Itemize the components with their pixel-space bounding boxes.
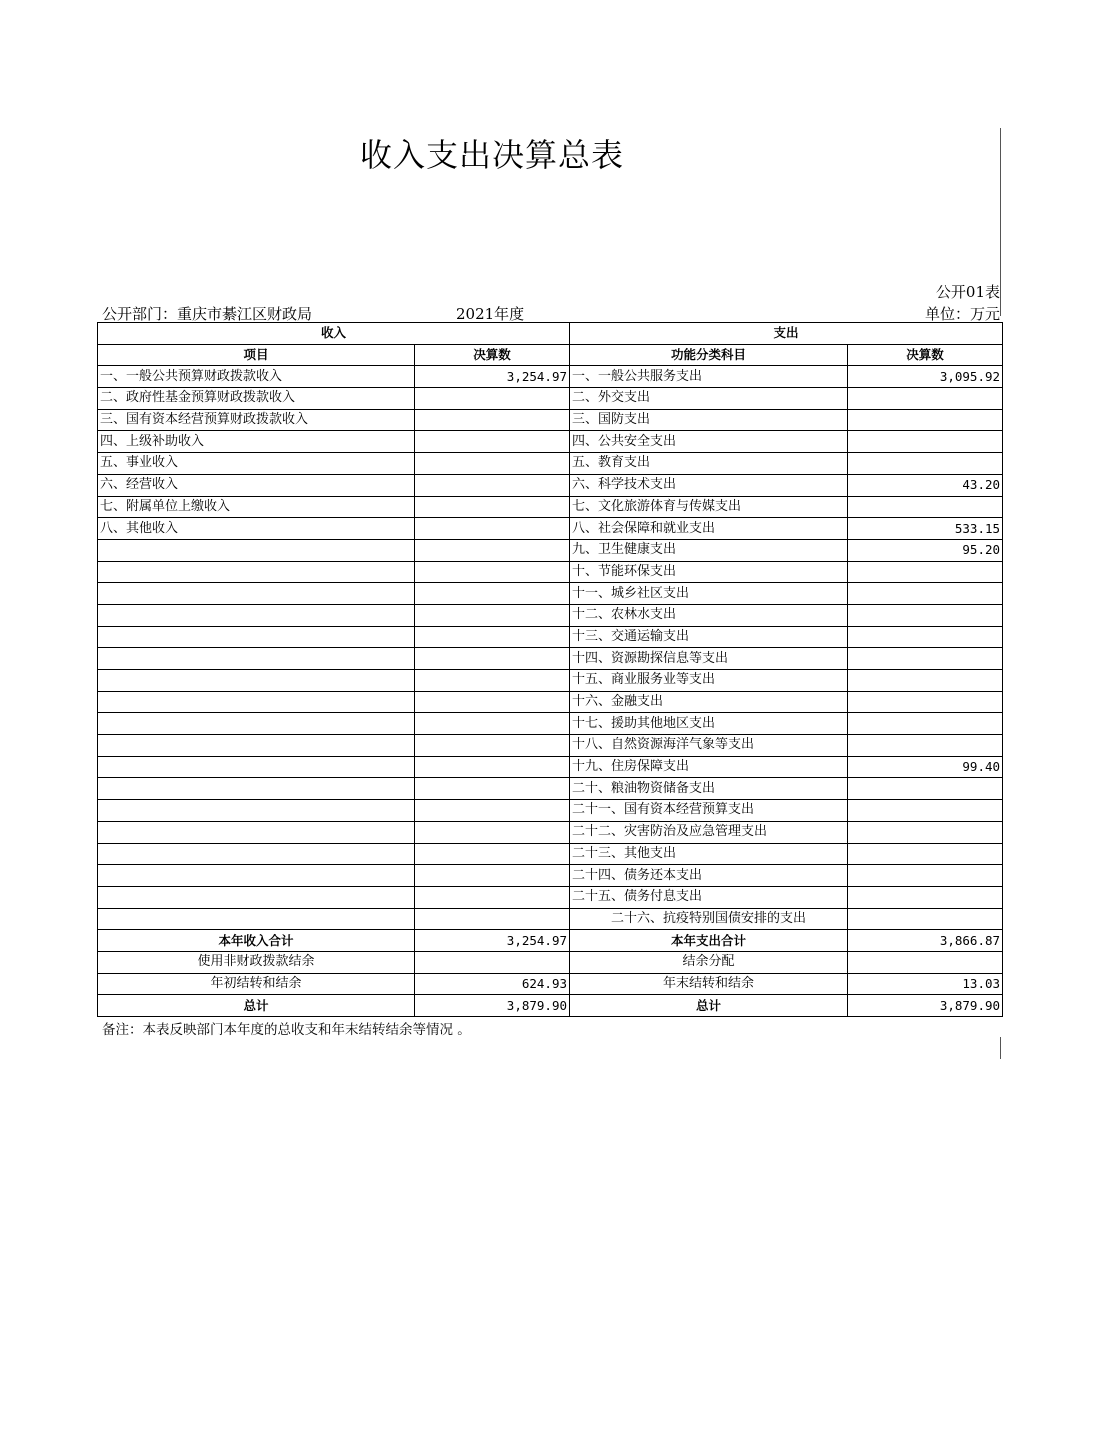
- income-item-cell: [98, 778, 415, 800]
- summary-row: [98, 973, 1003, 995]
- summary-income-amount: 3,879.90: [415, 995, 570, 1017]
- table-row: [98, 518, 1003, 540]
- expense-amount-cell: [848, 453, 1003, 475]
- table-body: [98, 366, 1003, 1017]
- table-row: [98, 539, 1003, 561]
- summary-row: [98, 951, 1003, 973]
- table-row: [98, 735, 1003, 757]
- table-row: [98, 583, 1003, 605]
- income-amount-cell: [415, 626, 570, 648]
- expense-item-cell: 二十六、抗疫特别国债安排的支出: [570, 908, 848, 930]
- year-label: 2021年度: [456, 305, 525, 323]
- expense-item-cell: 二十、粮油物资储备支出: [570, 778, 848, 800]
- income-item-cell: 二、政府性基金预算财政拨款收入: [98, 388, 415, 410]
- expense-item-cell: 十六、金融支出: [570, 691, 848, 713]
- expense-item-cell: 十一、城乡社区支出: [570, 583, 848, 605]
- summary-income-label: 使用非财政拨款结余: [98, 951, 415, 973]
- expense-amount-cell: 95.20: [848, 539, 1003, 561]
- income-item-cell: 七、附属单位上缴收入: [98, 496, 415, 518]
- income-amount-cell: [415, 886, 570, 908]
- income-item-cell: 三、国有资本经营预算财政拨款收入: [98, 409, 415, 431]
- table-row: [98, 409, 1003, 431]
- income-item-cell: [98, 800, 415, 822]
- footnote: 备注：本表反映部门本年度的总收支和年末结转结余等情况 。: [102, 1022, 471, 1038]
- income-amount-cell: [415, 756, 570, 778]
- expense-item-cell: 十、节能环保支出: [570, 561, 848, 583]
- income-amount-cell: [415, 670, 570, 692]
- income-item-cell: [98, 670, 415, 692]
- expense-item-cell: 七、文化旅游体育与传媒支出: [570, 496, 848, 518]
- income-item-cell: [98, 648, 415, 670]
- income-amount-cell: [415, 453, 570, 475]
- summary-expense-amount: 13.03: [848, 973, 1003, 995]
- table-row: [98, 691, 1003, 713]
- expense-item-cell: 十四、资源勘探信息等支出: [570, 648, 848, 670]
- income-item-cell: 八、其他收入: [98, 518, 415, 540]
- expense-item-cell: 十九、住房保障支出: [570, 756, 848, 778]
- expense-item-cell: 十七、援助其他地区支出: [570, 713, 848, 735]
- page-border-line: [1000, 128, 1001, 316]
- summary-income-amount: 3,254.97: [415, 930, 570, 952]
- expense-amount-cell: [848, 865, 1003, 887]
- table-row: [98, 496, 1003, 518]
- income-item-cell: [98, 626, 415, 648]
- summary-income-label: 本年收入合计: [98, 930, 415, 952]
- income-item-cell: [98, 713, 415, 735]
- summary-expense-amount: [848, 951, 1003, 973]
- expense-amount-header: 决算数: [848, 344, 1003, 366]
- expense-item-cell: 二十二、灾害防治及应急管理支出: [570, 821, 848, 843]
- table-row: [98, 886, 1003, 908]
- income-amount-cell: [415, 821, 570, 843]
- income-item-cell: 六、经营收入: [98, 474, 415, 496]
- header-row-groups: [98, 323, 1003, 345]
- income-amount-cell: [415, 474, 570, 496]
- table-row: [98, 388, 1003, 410]
- income-item-cell: 四、上级补助收入: [98, 431, 415, 453]
- header-row-columns: [98, 344, 1003, 366]
- table-code: 公开01表: [935, 283, 1000, 301]
- income-item-cell: [98, 691, 415, 713]
- income-item-cell: 一、一般公共预算财政拨款收入: [98, 366, 415, 388]
- expense-amount-cell: [848, 496, 1003, 518]
- expense-amount-cell: [848, 843, 1003, 865]
- expense-item-cell: 一、一般公共服务支出: [570, 366, 848, 388]
- expense-amount-cell: 43.20: [848, 474, 1003, 496]
- income-amount-cell: [415, 691, 570, 713]
- summary-row: [98, 995, 1003, 1017]
- expense-item-cell: 八、社会保障和就业支出: [570, 518, 848, 540]
- expense-amount-cell: [848, 604, 1003, 626]
- income-amount-header: 决算数: [415, 344, 570, 366]
- expense-item-cell: 二、外交支出: [570, 388, 848, 410]
- summary-expense-label: 总计: [570, 995, 848, 1017]
- expense-item-cell: 四、公共安全支出: [570, 431, 848, 453]
- income-amount-cell: [415, 648, 570, 670]
- income-amount-cell: [415, 388, 570, 410]
- table-row: [98, 561, 1003, 583]
- summary-expense-label: 结余分配: [570, 951, 848, 973]
- expense-amount-cell: [848, 561, 1003, 583]
- summary-row: [98, 930, 1003, 952]
- summary-income-amount: 624.93: [415, 973, 570, 995]
- income-amount-cell: [415, 735, 570, 757]
- table-row: [98, 604, 1003, 626]
- table-row: [98, 366, 1003, 388]
- income-amount-cell: [415, 908, 570, 930]
- page-title: 收入支出决算总表: [360, 136, 625, 174]
- expense-item-cell: 十八、自然资源海洋气象等支出: [570, 735, 848, 757]
- table-row: [98, 713, 1003, 735]
- income-item-cell: [98, 865, 415, 887]
- income-item-cell: [98, 539, 415, 561]
- expense-amount-cell: [848, 431, 1003, 453]
- expense-item-cell: 五、教育支出: [570, 453, 848, 475]
- summary-income-label: 总计: [98, 995, 415, 1017]
- income-amount-cell: [415, 843, 570, 865]
- expense-item-cell: 九、卫生健康支出: [570, 539, 848, 561]
- expense-amount-cell: [848, 388, 1003, 410]
- table-row: [98, 908, 1003, 930]
- expense-amount-cell: 3,095.92: [848, 366, 1003, 388]
- income-amount-cell: [415, 409, 570, 431]
- expense-amount-cell: [848, 735, 1003, 757]
- income-header: 收入: [98, 323, 570, 345]
- income-item-cell: [98, 756, 415, 778]
- expense-amount-cell: [848, 800, 1003, 822]
- expense-item-cell: 三、国防支出: [570, 409, 848, 431]
- income-amount-cell: 3,254.97: [415, 366, 570, 388]
- expense-amount-cell: [848, 778, 1003, 800]
- income-item-cell: [98, 886, 415, 908]
- income-amount-cell: [415, 713, 570, 735]
- income-amount-cell: [415, 561, 570, 583]
- expense-amount-cell: [848, 691, 1003, 713]
- income-amount-cell: [415, 431, 570, 453]
- income-item-cell: [98, 821, 415, 843]
- table-row: [98, 843, 1003, 865]
- income-amount-cell: [415, 496, 570, 518]
- expense-item-cell: 二十四、债务还本支出: [570, 865, 848, 887]
- income-amount-cell: [415, 778, 570, 800]
- expense-item-cell: 十三、交通运输支出: [570, 626, 848, 648]
- summary-income-amount: [415, 951, 570, 973]
- summary-expense-amount: 3,866.87: [848, 930, 1003, 952]
- income-amount-cell: [415, 539, 570, 561]
- expense-item-cell: 六、科学技术支出: [570, 474, 848, 496]
- expense-amount-cell: [848, 821, 1003, 843]
- page-border-line: [1000, 1037, 1001, 1059]
- income-item-cell: [98, 583, 415, 605]
- income-amount-cell: [415, 604, 570, 626]
- expense-item-cell: 二十三、其他支出: [570, 843, 848, 865]
- department-label: 公开部门：重庆市綦江区财政局: [102, 305, 313, 323]
- expense-amount-cell: 99.40: [848, 756, 1003, 778]
- expense-item-cell: 十五、商业服务业等支出: [570, 670, 848, 692]
- expense-item-cell: 二十一、国有资本经营预算支出: [570, 800, 848, 822]
- table-row: [98, 670, 1003, 692]
- expense-amount-cell: [848, 908, 1003, 930]
- summary-expense-amount: 3,879.90: [848, 995, 1003, 1017]
- expense-amount-cell: [848, 648, 1003, 670]
- expense-amount-cell: [848, 583, 1003, 605]
- summary-expense-label: 年末结转和结余: [570, 973, 848, 995]
- income-item-cell: [98, 604, 415, 626]
- income-item-header: 项目: [98, 344, 415, 366]
- table-row: [98, 431, 1003, 453]
- expense-amount-cell: [848, 670, 1003, 692]
- table-row: [98, 821, 1003, 843]
- table-row: [98, 626, 1003, 648]
- summary-income-label: 年初结转和结余: [98, 973, 415, 995]
- expense-amount-cell: [848, 713, 1003, 735]
- expense-amount-cell: [848, 626, 1003, 648]
- expense-item-cell: 二十五、债务付息支出: [570, 886, 848, 908]
- income-amount-cell: [415, 518, 570, 540]
- table-row: [98, 648, 1003, 670]
- income-item-cell: [98, 561, 415, 583]
- expense-amount-cell: [848, 409, 1003, 431]
- income-amount-cell: [415, 865, 570, 887]
- table-row: [98, 800, 1003, 822]
- income-item-cell: 五、事业收入: [98, 453, 415, 475]
- expense-amount-cell: 533.15: [848, 518, 1003, 540]
- income-amount-cell: [415, 583, 570, 605]
- expense-item-cell: 十二、农林水支出: [570, 604, 848, 626]
- unit-label: 单位：万元: [924, 305, 1000, 323]
- table-row: [98, 865, 1003, 887]
- income-item-cell: [98, 908, 415, 930]
- table-row: [98, 474, 1003, 496]
- table-row: [98, 756, 1003, 778]
- expense-item-header: 功能分类科目: [570, 344, 848, 366]
- expense-header: 支出: [570, 323, 1003, 345]
- summary-expense-label: 本年支出合计: [570, 930, 848, 952]
- income-item-cell: [98, 843, 415, 865]
- expense-amount-cell: [848, 886, 1003, 908]
- income-amount-cell: [415, 800, 570, 822]
- income-item-cell: [98, 735, 415, 757]
- budget-table: [97, 322, 1003, 1017]
- table-row: [98, 778, 1003, 800]
- table-row: [98, 453, 1003, 475]
